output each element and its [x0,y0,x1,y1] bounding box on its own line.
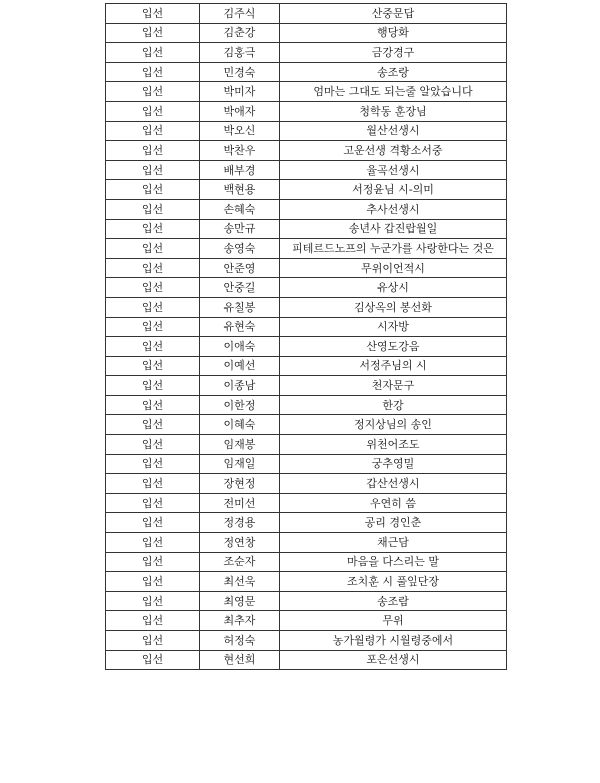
author-cell: 민경숙 [200,62,280,82]
author-cell: 조순자 [200,552,280,572]
award-cell: 입선 [106,552,200,572]
title-cell: 월산선생시 [280,121,507,141]
author-cell: 장현정 [200,474,280,494]
award-cell: 입선 [106,337,200,357]
title-cell: 고운선생 격황소서중 [280,141,507,161]
table-row [106,572,507,592]
table-row [106,611,507,631]
title-cell: 산중문답 [280,4,507,24]
title-cell: 우연히 씀 [280,493,507,513]
table-row [106,395,507,415]
award-cell: 입선 [106,258,200,278]
table-row [106,278,507,298]
table-row [106,631,507,651]
author-cell: 유현숙 [200,317,280,337]
table-row [106,121,507,141]
award-cell: 입선 [106,395,200,415]
award-cell: 입선 [106,611,200,631]
author-cell: 배부경 [200,160,280,180]
award-cell: 입선 [106,278,200,298]
table-row [106,337,507,357]
title-cell: 엄마는 그대도 되는줄 알았습니다 [280,82,507,102]
title-cell: 추사선생시 [280,199,507,219]
title-cell: 율곡선생시 [280,160,507,180]
award-cell: 입선 [106,141,200,161]
author-cell: 전미선 [200,493,280,513]
award-cell: 입선 [106,297,200,317]
award-cell: 입선 [106,356,200,376]
table-row [106,141,507,161]
title-cell: 무위 [280,611,507,631]
award-cell: 입선 [106,62,200,82]
title-cell: 채근담 [280,533,507,553]
title-cell: 청학동 훈장님 [280,101,507,121]
author-cell: 송만규 [200,219,280,239]
author-cell: 현선희 [200,650,280,670]
title-cell: 김상옥의 봉선화 [280,297,507,317]
award-cell: 입선 [106,572,200,592]
author-cell: 정연창 [200,533,280,553]
title-cell: 궁추영밀 [280,454,507,474]
author-cell: 이한정 [200,395,280,415]
table-row [106,552,507,572]
title-cell: 금강경구 [280,43,507,63]
table-row [106,23,507,43]
table-row [106,376,507,396]
title-cell: 송조랑 [280,62,507,82]
title-cell: 행당화 [280,23,507,43]
title-cell: 농가월령가 시월령중에서 [280,631,507,651]
author-cell: 이종남 [200,376,280,396]
author-cell: 박애자 [200,101,280,121]
author-cell: 백현용 [200,180,280,200]
author-cell: 손혜숙 [200,199,280,219]
author-cell: 이혜숙 [200,415,280,435]
title-cell: 한강 [280,395,507,415]
author-cell: 임재봉 [200,435,280,455]
award-cell: 입선 [106,121,200,141]
award-cell: 입선 [106,435,200,455]
table-row [106,82,507,102]
title-cell: 산영도강음 [280,337,507,357]
award-cell: 입선 [106,4,200,24]
award-cell: 입선 [106,239,200,259]
author-cell: 안준영 [200,258,280,278]
title-cell: 공리 경인춘 [280,513,507,533]
table-row [106,219,507,239]
table-row [106,258,507,278]
table-row [106,199,507,219]
award-cell: 입선 [106,160,200,180]
author-cell: 김춘강 [200,23,280,43]
author-cell: 박오신 [200,121,280,141]
award-cell: 입선 [106,415,200,435]
title-cell: 무위이언적시 [280,258,507,278]
award-cell: 입선 [106,591,200,611]
table-row [106,4,507,24]
award-cell: 입선 [106,23,200,43]
award-cell: 입선 [106,219,200,239]
title-cell: 마음을 다스리는 말 [280,552,507,572]
author-cell: 최영문 [200,591,280,611]
title-cell: 시자방 [280,317,507,337]
table-row [106,435,507,455]
award-cell: 입선 [106,82,200,102]
title-cell: 서정윤님 시-의미 [280,180,507,200]
author-cell: 박미자 [200,82,280,102]
author-cell: 허정숙 [200,631,280,651]
title-cell: 조치훈 시 풀잎단장 [280,572,507,592]
title-cell: 송조람 [280,591,507,611]
author-cell: 김주식 [200,4,280,24]
table-row [106,101,507,121]
award-cell: 입선 [106,650,200,670]
author-cell: 이예선 [200,356,280,376]
award-cell: 입선 [106,493,200,513]
title-cell: 천자문구 [280,376,507,396]
table-row [106,43,507,63]
author-cell: 김홍극 [200,43,280,63]
table-row [106,454,507,474]
table-row [106,180,507,200]
author-cell: 최선욱 [200,572,280,592]
title-cell: 포은선생시 [280,650,507,670]
table-row [106,239,507,259]
table-row [106,591,507,611]
author-cell: 송영숙 [200,239,280,259]
results-table-body [106,4,507,670]
award-cell: 입선 [106,43,200,63]
award-cell: 입선 [106,454,200,474]
title-cell: 송년사 갑진랍월일 [280,219,507,239]
title-cell: 유상시 [280,278,507,298]
table-row [106,297,507,317]
table-row [106,474,507,494]
award-cell: 입선 [106,631,200,651]
table-row [106,317,507,337]
author-cell: 유칠봉 [200,297,280,317]
table-row [106,356,507,376]
author-cell: 박찬우 [200,141,280,161]
award-cell: 입선 [106,199,200,219]
title-cell: 피테르드노프의 누군가를 사랑한다는 것은 [280,239,507,259]
table-row [106,533,507,553]
table-row [106,160,507,180]
title-cell: 정지상님의 송인 [280,415,507,435]
award-cell: 입선 [106,474,200,494]
table-row [106,513,507,533]
results-table [105,3,507,670]
title-cell: 갑산선생시 [280,474,507,494]
table-row [106,650,507,670]
author-cell: 최추자 [200,611,280,631]
title-cell: 서정주님의 시 [280,356,507,376]
award-cell: 입선 [106,317,200,337]
author-cell: 안중길 [200,278,280,298]
title-cell: 위천어조도 [280,435,507,455]
author-cell: 임재일 [200,454,280,474]
author-cell: 정경용 [200,513,280,533]
author-cell: 이애숙 [200,337,280,357]
table-row [106,62,507,82]
award-cell: 입선 [106,180,200,200]
award-cell: 입선 [106,513,200,533]
award-cell: 입선 [106,533,200,553]
table-row [106,493,507,513]
award-cell: 입선 [106,376,200,396]
table-row [106,415,507,435]
award-cell: 입선 [106,101,200,121]
